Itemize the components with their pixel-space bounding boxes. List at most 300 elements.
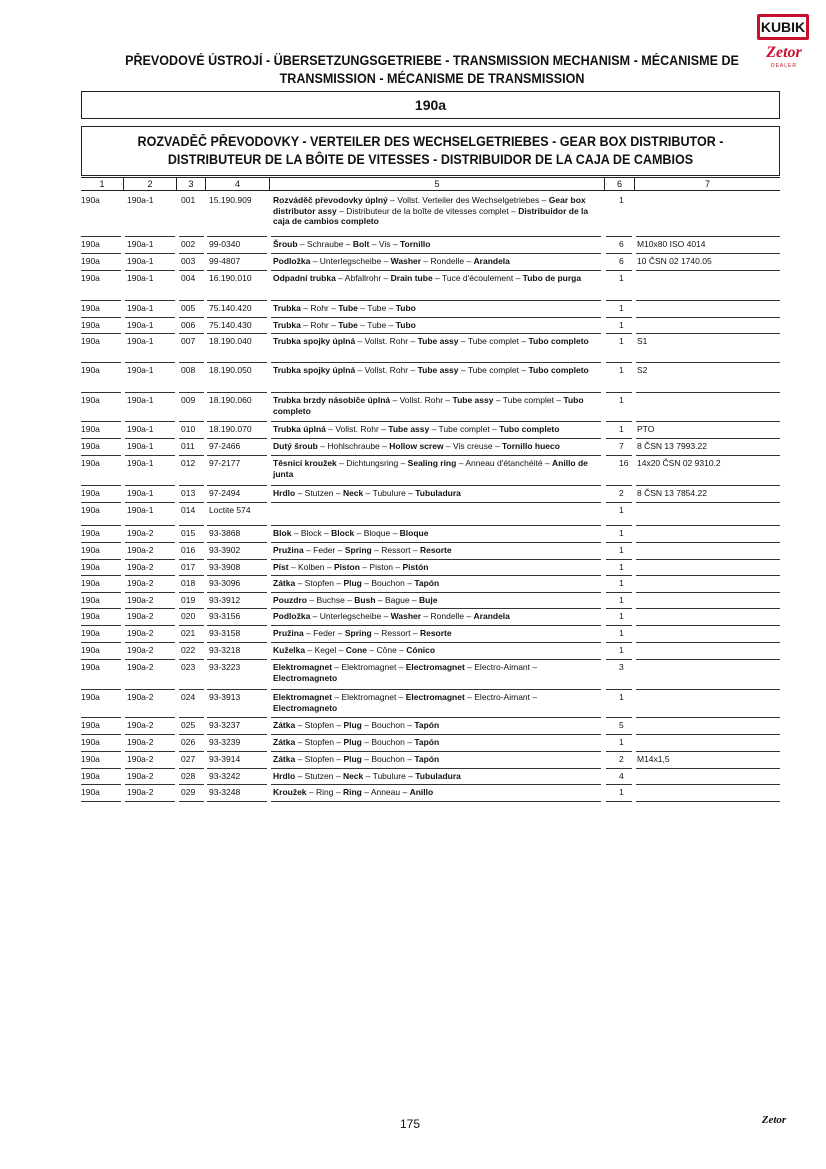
desc-fragment: Zátka xyxy=(273,737,296,747)
cell-col-6: 1 xyxy=(619,578,624,588)
cell-col-4: 18.190.060 xyxy=(209,395,252,405)
cell-col-2: 190a-2 xyxy=(127,562,154,572)
row-underline xyxy=(636,525,780,526)
desc-fragment: Zátka xyxy=(273,754,296,764)
cell-col-3: 026 xyxy=(181,737,196,747)
row-underline xyxy=(606,502,632,503)
cell-col-4: 93-3248 xyxy=(209,787,241,797)
cell-col-3: 003 xyxy=(181,256,196,266)
cell-col-3: 013 xyxy=(181,488,196,498)
desc-fragment: Piston xyxy=(333,562,360,572)
row-underline xyxy=(125,525,175,526)
cell-col-6: 1 xyxy=(619,505,624,515)
cell-col-2: 190a-2 xyxy=(127,628,154,638)
desc-fragment: Buje xyxy=(419,595,438,605)
desc-fragment: Trubka brzdy násobiče úplná xyxy=(273,395,391,405)
column-header-1: 1 xyxy=(99,179,105,189)
desc-fragment: Trubka xyxy=(273,320,301,330)
row-underline xyxy=(179,236,204,237)
desc-fragment: Electro-Aimant xyxy=(474,692,531,702)
desc-fragment: Tube assy xyxy=(388,424,430,434)
row-underline xyxy=(207,362,267,363)
row-underline xyxy=(125,392,175,393)
row-underline xyxy=(636,559,780,560)
desc-fragment: Odpadní trubka xyxy=(273,273,336,283)
cell-col-6: 6 xyxy=(619,256,624,266)
cell-col-2: 190a-2 xyxy=(127,771,154,781)
row-underline xyxy=(606,575,632,576)
cell-col-2: 190a-2 xyxy=(127,528,154,538)
cell-col-6: 1 xyxy=(619,545,624,555)
row-underline xyxy=(125,253,175,254)
cell-col-6: 1 xyxy=(619,595,624,605)
row-underline xyxy=(207,768,267,769)
cell-col-4: 16.190.010 xyxy=(209,273,252,283)
desc-fragment: Elektromagnet xyxy=(341,662,397,672)
cell-col-2: 190a-2 xyxy=(127,662,154,672)
desc-fragment: Hohlschraube xyxy=(327,441,380,451)
row-underline xyxy=(81,717,121,718)
row-underline xyxy=(606,525,632,526)
row-underline xyxy=(207,608,267,609)
desc-fragment: Bloque xyxy=(399,528,429,538)
row-underline xyxy=(636,392,780,393)
cell-col-5: Dutý šroub – Hohlschraube – Hollow screw – Vis creuse – Tornillo hueco xyxy=(273,441,560,451)
desc-fragment: Unterlegscheibe xyxy=(319,256,382,266)
cell-col-4: 15.190.909 xyxy=(209,195,252,205)
row-underline xyxy=(271,317,601,318)
cell-col-1: 190a xyxy=(81,365,100,375)
cell-col-6: 1 xyxy=(619,645,624,655)
desc-fragment: Stopfen xyxy=(304,720,334,730)
row-underline xyxy=(81,525,121,526)
desc-fragment: Tapón xyxy=(414,720,440,730)
row-underline xyxy=(125,270,175,271)
row-underline xyxy=(636,317,780,318)
desc-fragment: Podložka xyxy=(273,256,311,266)
cell-col-1: 190a xyxy=(81,720,100,730)
cell-col-3: 016 xyxy=(181,545,196,555)
cell-col-5: Pružina – Feder – Spring – Ressort – Resorte xyxy=(273,545,452,555)
row-underline xyxy=(179,270,204,271)
row-underline xyxy=(271,608,601,609)
cell-col-7: 8 ČSN 13 7993.22 xyxy=(637,441,707,451)
column-header-7: 7 xyxy=(634,178,780,190)
row-underline xyxy=(125,485,175,486)
row-underline xyxy=(271,485,601,486)
row-underline xyxy=(207,525,267,526)
cell-col-5: Trubka spojky úplná – Vollst. Rohr – Tube assy – Tube complet – Tubo completo xyxy=(273,336,589,346)
cell-col-5: Pouzdro – Buchse – Bush – Bague – Buje xyxy=(273,595,438,605)
cell-col-5: Šroub – Schraube – Bolt – Vis – Tornillo xyxy=(273,239,431,249)
row-underline xyxy=(81,608,121,609)
row-underline xyxy=(606,421,632,422)
row-underline xyxy=(207,455,267,456)
desc-fragment: Tapón xyxy=(414,754,440,764)
row-underline xyxy=(207,801,267,802)
cell-col-2: 190a-1 xyxy=(127,273,154,283)
desc-fragment: Electromagneto xyxy=(273,702,338,713)
cell-col-6: 16 xyxy=(619,458,629,468)
cell-col-5: Trubka – Rohr – Tube – Tube – Tubo xyxy=(273,320,416,330)
desc-fragment: Abfallrohr xyxy=(344,273,382,283)
desc-fragment: Kroužek xyxy=(273,787,307,797)
desc-fragment: Rohr xyxy=(310,320,329,330)
row-underline xyxy=(125,751,175,752)
row-underline xyxy=(179,485,204,486)
desc-fragment: Pružina xyxy=(273,545,304,555)
row-underline xyxy=(636,659,780,660)
row-underline xyxy=(636,575,780,576)
row-underline xyxy=(81,253,121,254)
row-underline xyxy=(125,734,175,735)
row-underline xyxy=(271,575,601,576)
cell-col-4: 97-2466 xyxy=(209,441,241,451)
cell-col-2: 190a-2 xyxy=(127,645,154,655)
desc-fragment: Tapón xyxy=(414,737,440,747)
row-underline xyxy=(125,300,175,301)
desc-fragment: Tubo xyxy=(395,303,416,313)
desc-fragment: Stopfen xyxy=(304,578,334,588)
desc-fragment: Bolt xyxy=(352,239,370,249)
row-underline xyxy=(125,559,175,560)
kubik-logo-box xyxy=(757,14,809,40)
cell-col-1: 190a xyxy=(81,239,100,249)
cell-col-4: 18.190.040 xyxy=(209,336,252,346)
row-underline xyxy=(179,801,204,802)
cell-col-3: 019 xyxy=(181,595,196,605)
cell-col-6: 3 xyxy=(619,662,624,672)
row-underline xyxy=(125,317,175,318)
row-underline xyxy=(271,438,601,439)
desc-fragment: Dichtungsring xyxy=(346,458,399,468)
row-underline xyxy=(636,734,780,735)
row-underline xyxy=(207,438,267,439)
cell-col-2: 190a-1 xyxy=(127,505,154,515)
desc-fragment: Tube assy xyxy=(452,395,494,405)
row-underline xyxy=(271,421,601,422)
cell-col-1: 190a xyxy=(81,395,100,405)
row-underline xyxy=(179,659,204,660)
desc-fragment: Feder xyxy=(313,545,336,555)
row-underline xyxy=(606,455,632,456)
row-underline xyxy=(179,559,204,560)
cell-col-4: 18.190.070 xyxy=(209,424,252,434)
desc-fragment: Vis xyxy=(378,239,391,249)
desc-fragment: Stutzen xyxy=(304,488,334,498)
row-underline xyxy=(271,502,601,503)
desc-fragment: Trubka spojky úplná xyxy=(273,336,356,346)
desc-fragment: Washer xyxy=(390,611,422,621)
cell-col-1: 190a xyxy=(81,273,100,283)
row-underline xyxy=(207,734,267,735)
cell-col-4: 97-2177 xyxy=(209,458,241,468)
cell-col-4: 93-3239 xyxy=(209,737,241,747)
row-underline xyxy=(636,689,780,690)
row-underline xyxy=(636,625,780,626)
cell-col-6: 1 xyxy=(619,424,624,434)
row-underline xyxy=(636,253,780,254)
row-underline xyxy=(125,717,175,718)
cell-col-6: 1 xyxy=(619,611,624,621)
cell-col-6: 1 xyxy=(619,195,624,205)
cell-col-2: 190a-2 xyxy=(127,720,154,730)
desc-fragment: Zátka xyxy=(273,578,296,588)
row-underline xyxy=(606,625,632,626)
desc-fragment: Cône xyxy=(376,645,397,655)
row-underline xyxy=(636,300,780,301)
desc-fragment: Elektromagnet xyxy=(341,692,397,702)
desc-fragment: Spring xyxy=(344,545,372,555)
cell-col-6: 1 xyxy=(619,336,624,346)
row-underline xyxy=(606,485,632,486)
row-underline xyxy=(81,801,121,802)
row-underline xyxy=(271,253,601,254)
desc-fragment: Tube xyxy=(367,303,387,313)
row-underline xyxy=(179,421,204,422)
row-underline xyxy=(636,801,780,802)
cell-col-3: 010 xyxy=(181,424,196,434)
cell-col-4: 93-3868 xyxy=(209,528,241,538)
row-underline xyxy=(125,333,175,334)
cell-col-4: 93-3223 xyxy=(209,662,241,672)
cell-col-4: 93-3902 xyxy=(209,545,241,555)
row-underline xyxy=(125,768,175,769)
cell-col-1: 190a xyxy=(81,754,100,764)
desc-fragment: Spring xyxy=(344,628,372,638)
cell-col-5: Hrdlo – Stutzen – Neck – Tubulure – Tubuladura xyxy=(273,771,461,781)
row-underline xyxy=(207,333,267,334)
cell-col-1: 190a xyxy=(81,424,100,434)
desc-fragment: Vollst. Verteiler des Wechselgetriebes xyxy=(397,195,540,205)
row-underline xyxy=(81,362,121,363)
desc-fragment: Tube xyxy=(338,303,358,313)
cell-col-7: M10x80 ISO 4014 xyxy=(637,239,706,249)
desc-fragment: Stopfen xyxy=(304,737,334,747)
row-underline xyxy=(271,333,601,334)
desc-fragment: Gear box distributor assy xyxy=(273,195,586,216)
desc-fragment: Hrdlo xyxy=(273,488,296,498)
cell-col-4: 93-3096 xyxy=(209,578,241,588)
desc-fragment: Tube assy xyxy=(417,336,459,346)
cell-col-6: 1 xyxy=(619,303,624,313)
row-underline xyxy=(271,768,601,769)
cell-col-1: 190a xyxy=(81,628,100,638)
cell-col-6: 2 xyxy=(619,488,624,498)
cell-col-4: 93-3218 xyxy=(209,645,241,655)
desc-fragment: Pružina xyxy=(273,628,304,638)
desc-fragment: Anneau xyxy=(370,787,401,797)
desc-fragment: Podložka xyxy=(273,611,311,621)
row-underline xyxy=(125,542,175,543)
desc-fragment: Tube complet xyxy=(467,336,519,346)
cell-col-3: 029 xyxy=(181,787,196,797)
desc-fragment: Tubo completo xyxy=(499,424,560,434)
row-underline xyxy=(81,236,121,237)
cell-col-5: Trubka úplná – Vollst. Rohr – Tube assy – Tube complet – Tubo completo xyxy=(273,424,560,434)
cell-col-2: 190a-2 xyxy=(127,595,154,605)
cell-col-1: 190a xyxy=(81,256,100,266)
cell-col-7: S1 xyxy=(637,336,648,346)
cell-col-5: Elektromagnet – Elektromagnet – Electromagnet – Electro-Aimant – Electromagneto xyxy=(273,662,538,683)
cell-col-1: 190a xyxy=(81,737,100,747)
desc-fragment: Dutý šroub xyxy=(273,441,318,451)
row-underline xyxy=(125,784,175,785)
cell-col-1: 190a xyxy=(81,645,100,655)
cell-col-5: Blok – Block – Block – Bloque – Bloque xyxy=(273,528,429,538)
desc-fragment: Vis creuse xyxy=(453,441,493,451)
cell-col-6: 1 xyxy=(619,562,624,572)
cell-col-1: 190a xyxy=(81,595,100,605)
desc-fragment: Buchse xyxy=(316,595,345,605)
desc-fragment: Pistón xyxy=(402,562,429,572)
row-underline xyxy=(207,625,267,626)
cell-col-5: Zátka – Stopfen – Plug – Bouchon – Tapón xyxy=(273,737,440,747)
row-underline xyxy=(125,502,175,503)
row-underline xyxy=(207,659,267,660)
row-underline xyxy=(606,592,632,593)
row-underline xyxy=(271,784,601,785)
row-underline xyxy=(207,421,267,422)
cell-col-7: 10 ČSN 02 1740.05 xyxy=(637,256,712,266)
cell-col-2: 190a-2 xyxy=(127,611,154,621)
row-underline xyxy=(636,362,780,363)
cell-col-5: Zátka – Stopfen – Plug – Bouchon – Tapón xyxy=(273,720,440,730)
desc-fragment: Distributeur de la boîte de vitesses complet xyxy=(346,205,509,216)
desc-fragment: Cónico xyxy=(406,645,436,655)
cell-col-5: Podložka – Unterlegscheibe – Washer – Rondelle – Arandela xyxy=(273,611,510,621)
row-underline xyxy=(125,801,175,802)
row-underline xyxy=(207,270,267,271)
row-underline xyxy=(271,270,601,271)
row-underline xyxy=(81,734,121,735)
row-underline xyxy=(207,485,267,486)
desc-fragment: Bouchon xyxy=(371,754,405,764)
row-underline xyxy=(81,689,121,690)
desc-fragment: Bouchon xyxy=(371,578,405,588)
desc-fragment: Ressort xyxy=(381,628,411,638)
desc-fragment: Tapón xyxy=(414,578,440,588)
desc-fragment: Plug xyxy=(343,720,362,730)
desc-fragment: Cone xyxy=(345,645,368,655)
cell-col-2: 190a-1 xyxy=(127,239,154,249)
cell-col-2: 190a-1 xyxy=(127,365,154,375)
cell-col-2: 190a-1 xyxy=(127,424,154,434)
row-underline xyxy=(271,362,601,363)
cell-col-4: 93-3237 xyxy=(209,720,241,730)
desc-fragment: Šroub xyxy=(273,239,298,249)
row-underline xyxy=(125,689,175,690)
row-underline xyxy=(271,542,601,543)
row-underline xyxy=(271,734,601,735)
row-underline xyxy=(606,734,632,735)
desc-fragment: Plug xyxy=(343,578,362,588)
row-underline xyxy=(636,438,780,439)
row-underline xyxy=(207,717,267,718)
cell-col-1: 190a xyxy=(81,303,100,313)
cell-col-2: 190a-1 xyxy=(127,395,154,405)
row-underline xyxy=(179,734,204,735)
row-underline xyxy=(81,421,121,422)
desc-fragment: Kegel xyxy=(314,645,337,655)
row-underline xyxy=(207,392,267,393)
row-underline xyxy=(81,317,121,318)
row-underline xyxy=(636,608,780,609)
row-underline xyxy=(125,592,175,593)
desc-fragment: Tube assy xyxy=(417,365,459,375)
cell-col-3: 023 xyxy=(181,662,196,672)
desc-fragment: Stutzen xyxy=(304,771,334,781)
cell-col-3: 007 xyxy=(181,336,196,346)
row-underline xyxy=(179,784,204,785)
cell-col-4: 93-3158 xyxy=(209,628,241,638)
row-underline xyxy=(179,625,204,626)
row-underline xyxy=(81,542,121,543)
row-underline xyxy=(207,751,267,752)
row-underline xyxy=(271,717,601,718)
row-underline xyxy=(606,642,632,643)
row-underline xyxy=(606,236,632,237)
desc-fragment: Distribuidor de la caja de cambios completo xyxy=(273,205,589,226)
row-underline xyxy=(125,642,175,643)
row-underline xyxy=(179,317,204,318)
cell-col-5: Trubka brzdy násobiče úplná – Vollst. Rohr – Tube assy – Tube complet – Tubo completo xyxy=(273,395,584,416)
cell-col-2: 190a-1 xyxy=(127,458,154,468)
desc-fragment: Tube xyxy=(338,320,358,330)
row-underline xyxy=(636,333,780,334)
row-underline xyxy=(636,642,780,643)
desc-fragment: Anillo xyxy=(409,787,434,797)
row-underline xyxy=(81,333,121,334)
row-underline xyxy=(125,236,175,237)
desc-fragment: Tornillo hueco xyxy=(502,441,560,451)
cell-col-5: Elektromagnet – Elektromagnet – Electromagnet – Electro-Aimant – Electromagneto xyxy=(273,692,538,713)
cell-col-5: Pružina – Feder – Spring – Ressort – Resorte xyxy=(273,628,452,638)
cell-col-4: 99-0340 xyxy=(209,239,241,249)
row-underline xyxy=(179,751,204,752)
desc-fragment: Kolben xyxy=(298,562,325,572)
row-underline xyxy=(81,751,121,752)
cell-col-7: 14x20 ČSN 02 9310.2 xyxy=(637,458,721,468)
cell-col-6: 7 xyxy=(619,441,624,451)
dealer-tag: DEALER xyxy=(770,63,797,69)
cell-col-6: 1 xyxy=(619,395,624,405)
desc-fragment: Rondelle xyxy=(430,256,465,266)
cell-col-1: 190a xyxy=(81,562,100,572)
cell-col-5: Trubka – Rohr – Tube – Tube – Tubo xyxy=(273,303,416,313)
desc-fragment: Resorte xyxy=(419,545,452,555)
cell-col-4: 75.140.420 xyxy=(209,303,252,313)
desc-fragment: Tube complet xyxy=(502,395,554,405)
desc-fragment: Block xyxy=(300,528,322,538)
row-underline xyxy=(207,253,267,254)
cell-col-5: Píst – Kolben – Piston – Piston – Pistón xyxy=(273,562,429,572)
desc-fragment: Elektromagnet xyxy=(273,662,333,672)
row-underline xyxy=(606,270,632,271)
row-underline xyxy=(81,438,121,439)
row-underline xyxy=(207,317,267,318)
row-underline xyxy=(606,542,632,543)
kubik-zetor-logo xyxy=(757,14,809,74)
desc-fragment: Tubuladura xyxy=(415,771,461,781)
cell-col-3: 021 xyxy=(181,628,196,638)
cell-col-3: 011 xyxy=(181,441,195,451)
row-underline xyxy=(81,784,121,785)
cell-col-5: Odpadní trubka – Abfallrohr – Drain tube – Tuce d'écoulement – Tubo de purga xyxy=(273,273,582,283)
cell-col-1: 190a xyxy=(81,787,100,797)
cell-col-7: 8 ČSN 13 7854.22 xyxy=(637,488,707,498)
row-underline xyxy=(179,768,204,769)
